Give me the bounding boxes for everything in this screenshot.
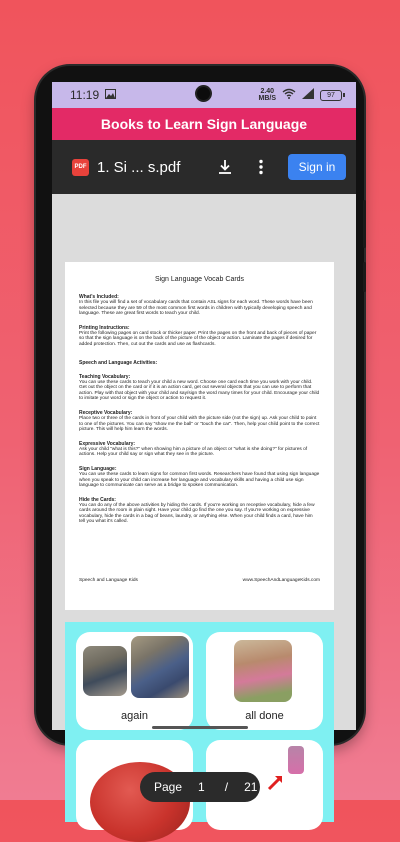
footer-left: Speech and Language Kids [79, 578, 138, 584]
image-notification-icon [105, 88, 116, 102]
section-text: Ask your child "what is this?" when showing him a picture of an object or "what is she doing?" for pictures of actions. Help your child say or sign what they see in the picture. [79, 446, 308, 458]
net-speed: 2.40 MB/S [258, 88, 276, 102]
section-text: You can use these cards to learn signs for common first words. Researchers have found that using sign language when you speak to your child can increase her language and vocabulary skills and having a child use sign language to communicate can serve as a bridge to spoken communication. [79, 471, 320, 489]
section-heading: Hide the Cards: [79, 496, 116, 503]
footer-right: www.SpeechAndLanguageKids.com [242, 578, 320, 584]
document-footer [79, 578, 320, 584]
total-pages: 21 [244, 780, 258, 794]
card-label: again [121, 710, 148, 722]
page-label: Page [154, 780, 183, 794]
section-text: Print the following pages on card stock or thicker paper. Print the pages on the front and back of pieces of paper so that the sign language is on the back of the picture of the object or action. Laminate the pages if desired for added protection. Then, cut out the cards and use as flashcards. [79, 330, 317, 347]
pdf-file-icon: PDF [72, 159, 89, 176]
sign-in-button[interactable]: Sign in [288, 154, 346, 180]
wifi-icon [282, 88, 296, 102]
section-heading: Speech and Language Activities: [79, 359, 158, 366]
page-indicator [140, 772, 260, 802]
pdf-file-name: 1. Si ... s.pdf [97, 158, 181, 176]
arrow-icon [266, 772, 286, 797]
section-heading: Receptive Vocabulary: [79, 409, 133, 416]
more-vert-icon[interactable] [250, 156, 272, 178]
signal-icon [302, 88, 314, 102]
vocab-card-all-done [206, 632, 323, 730]
section-heading: What's Included: [79, 294, 119, 300]
section-text: You can do any of the above activities by hiding the cards. If you're working on receptive vocabulary, hide a few cards around the room in plain sight. Have your child go find the one you say. If you're working on expressive vocabulary, hide the cards in a bag of beans, laundry, or anything else. When your child finds a card, have him tell you what it's called. [79, 502, 315, 525]
section-text: In this file you will find a set of vocabulary cards that contain ASL signs for each word. These words have been selected because they are 59 of the most common first words in children with typically developing speech and language. These are great first words to teach your child. [79, 300, 313, 317]
status-time: 11:19 [70, 88, 100, 102]
app-title-bar [52, 108, 356, 140]
section-text: Place two or three of the cards in front of your child with the picture side (not the sign) up. Ask your child to point to one of the pictures. You can say "show me the ball" or "touch the car". Then, help your child point to the correct picture. This will help him learn the words. [79, 415, 320, 433]
card-label: all done [245, 710, 284, 722]
pdf-toolbar [52, 140, 356, 194]
section-heading: Teaching Vocabulary: [79, 373, 131, 380]
page-separator: / [224, 780, 229, 794]
battery-icon: 97 [320, 90, 342, 101]
power-button [363, 262, 366, 292]
section-heading: Sign Language: [79, 465, 117, 472]
pdf-page-1 [65, 262, 334, 610]
child-photo [83, 646, 127, 696]
adult-child-photo [234, 640, 292, 702]
child-photo [131, 636, 189, 698]
vocab-card-again [76, 632, 193, 730]
volume-button [363, 200, 366, 248]
section-heading: Expressive Vocabulary: [79, 440, 136, 447]
document-title: Sign Language Vocab Cards [154, 276, 245, 283]
child-photo [288, 746, 304, 774]
app-title: Books to Learn Sign Language [100, 116, 308, 132]
section-heading: Printing Instructions: [79, 324, 130, 331]
download-icon[interactable] [214, 156, 236, 178]
pdf-viewer[interactable] [52, 194, 356, 794]
phone-screen [52, 82, 356, 794]
home-indicator [152, 726, 248, 729]
front-camera [197, 87, 210, 100]
current-page: 1 [198, 780, 205, 794]
section-text: You can use these cards to teach your child a new word. Choose one card each time you work with your child. Get out the object on the card or if it is an action card, get out several objects that you can use to perform that action. Play with that object with your child and say/sign the word many times for your child. Encourage your child to imitate your word or sign the object or action to request it. [79, 379, 320, 402]
